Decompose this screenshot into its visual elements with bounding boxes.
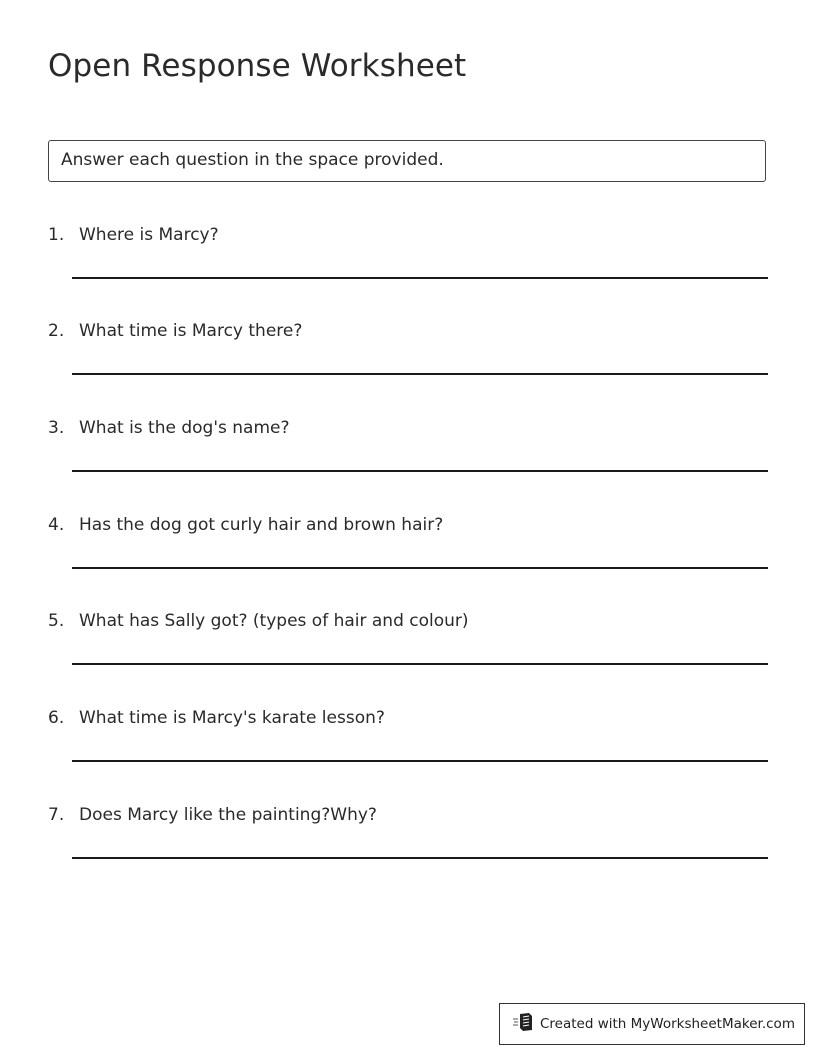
answer-line[interactable] [72,760,768,762]
answer-line[interactable] [72,857,768,859]
answer-line[interactable] [72,277,768,279]
answer-line[interactable] [72,373,768,375]
question-number: 7. [48,805,65,825]
question-text: Has the dog got curly hair and brown hair? [79,515,444,535]
question-number: 6. [48,708,65,728]
footer-text: Created with MyWorksheetMaker.com [540,1016,795,1032]
question-text: What has Sally got? (types of hair and colour) [79,611,469,631]
question-text: Where is Marcy? [79,225,219,245]
page-title: Open Response Worksheet [48,48,467,84]
footer-credit[interactable] [499,1003,805,1045]
question-number: 5. [48,611,65,631]
answer-line[interactable] [72,470,768,472]
answer-line[interactable] [72,567,768,569]
question-text: What is the dog's name? [79,418,290,438]
question-number: 1. [48,225,65,245]
question-number: 3. [48,418,65,438]
question-number: 4. [48,515,65,535]
question-text: What time is Marcy's karate lesson? [79,708,385,728]
question-text: Does Marcy like the painting?Why? [79,805,377,825]
answer-line[interactable] [72,663,768,665]
question-text: What time is Marcy there? [79,321,303,341]
instructions-box: Answer each question in the space provided. [48,140,766,182]
question-number: 2. [48,321,65,341]
worksheet-logo-icon [512,1012,540,1036]
